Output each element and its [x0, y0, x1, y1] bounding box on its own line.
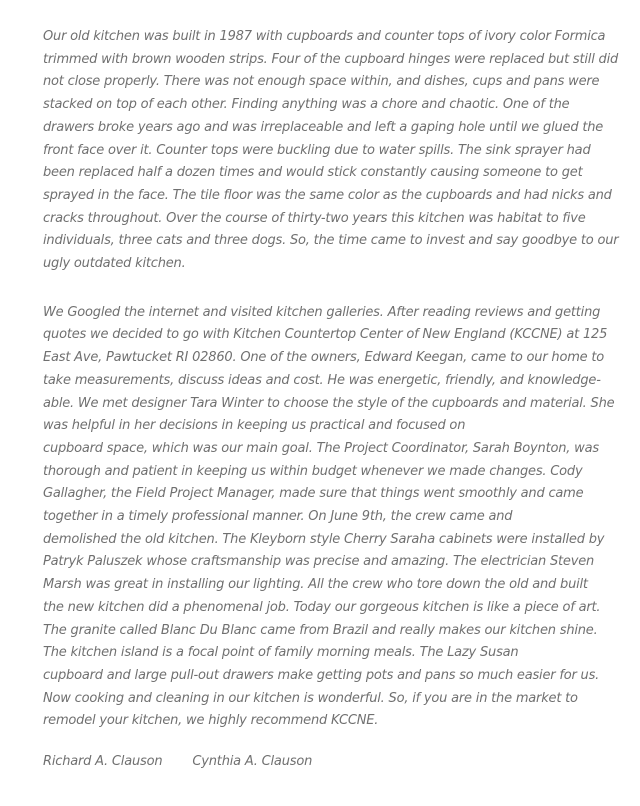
- text-line: ugly outdated kitchen.: [43, 256, 186, 272]
- text-line: was helpful in her decisions in keeping us practical and focused on: [43, 418, 466, 434]
- text-line: Gallagher, the Field Project Manager, made sure that things went smoothly and came: [43, 486, 584, 502]
- text-line: thorough and patient in keeping us within budget whenever we made changes. Cody: [43, 463, 583, 479]
- text-line: take measurements, discuss ideas and cost. He was energetic, friendly, and knowledge-: [43, 372, 601, 388]
- letter-body: [43, 26, 619, 774]
- text-line: We Googled the internet and visited kitchen galleries. After reading reviews and getting: [43, 304, 601, 320]
- paragraph: [43, 26, 619, 276]
- text-line: cupboard and large pull-out drawers make getting pots and pans so much easier for us.: [43, 667, 600, 683]
- text-line: cupboard space, which was our main goal. The Project Coordinator, Sarah Boynton, was: [43, 440, 599, 456]
- text-line: able. We met designer Tara Winter to choose the style of the cupboards and material. She: [43, 395, 615, 411]
- text-line: been replaced half a dozen times and would stick constantly causing someone to get: [43, 165, 583, 181]
- text-line: The kitchen island is a focal point of family morning meals. The Lazy Susan: [43, 645, 519, 661]
- text-line: demolished the old kitchen. The Kleyborn style Cherry Saraha cabinets were installed by: [43, 531, 605, 547]
- text-line: quotes we decided to go with Kitchen Countertop Center of New England (KCCNE) at 125: [43, 327, 608, 343]
- signature-name-1: Richard A. Clauson: [43, 754, 163, 770]
- signature-line: [43, 751, 614, 774]
- text-line: Patryk Paluszek whose craftsmanship was precise and amazing. The electrician Steven: [43, 554, 595, 570]
- text-line: the new kitchen did a phenomenal job. Today our gorgeous kitchen is like a piece of art.: [43, 599, 601, 615]
- text-line: Our old kitchen was built in 1987 with cupboards and counter tops of ivory color Formica: [43, 29, 606, 44]
- text-line: remodel your kitchen, we highly recommend KCCNE.: [43, 713, 379, 729]
- text-line: drawers broke years ago and was irreplaceable and left a gaping hole until we glued the: [43, 119, 604, 135]
- letter-paragraphs: [43, 26, 619, 733]
- text-line: trimmed with brown wooden strips. Four of the cupboard hinges were replaced but still did: [43, 51, 619, 67]
- text-line: The granite called Blanc Du Blanc came from Brazil and really makes our kitchen shine.: [43, 622, 598, 638]
- text-line: Marsh was great in installing our lighting. All the crew who tore down the old and built: [43, 577, 588, 593]
- paragraph: [43, 302, 614, 733]
- text-line: not close properly. There was not enough space within, and dishes, cups and pans were: [43, 74, 600, 90]
- text-line: East Ave, Pawtucket RI 02860. One of the owners, Edward Keegan, came to our home to: [43, 350, 605, 366]
- text-line: individuals, three cats and three dogs. So, the time came to invest and say goodbye to our: [43, 233, 619, 249]
- text-line: cracks throughout. Over the course of thirty-two years this kitchen was habitat to five: [43, 210, 586, 226]
- text-line: together in a timely professional manner. On June 9th, the crew came and: [43, 509, 513, 525]
- signature-name-2: Cynthia A. Clauson: [192, 754, 313, 770]
- text-line: stacked on top of each other. Finding anything was a chore and chaotic. One of the: [43, 97, 570, 113]
- text-line: front face over it. Counter tops were buckling due to water spills. The sink sprayer had: [43, 142, 591, 158]
- text-line: Now cooking and cleaning in our kitchen is wonderful. So, if you are in the market to: [43, 690, 578, 706]
- text-line: sprayed in the face. The tile floor was the same color as the cupboards and had nicks and: [43, 187, 612, 203]
